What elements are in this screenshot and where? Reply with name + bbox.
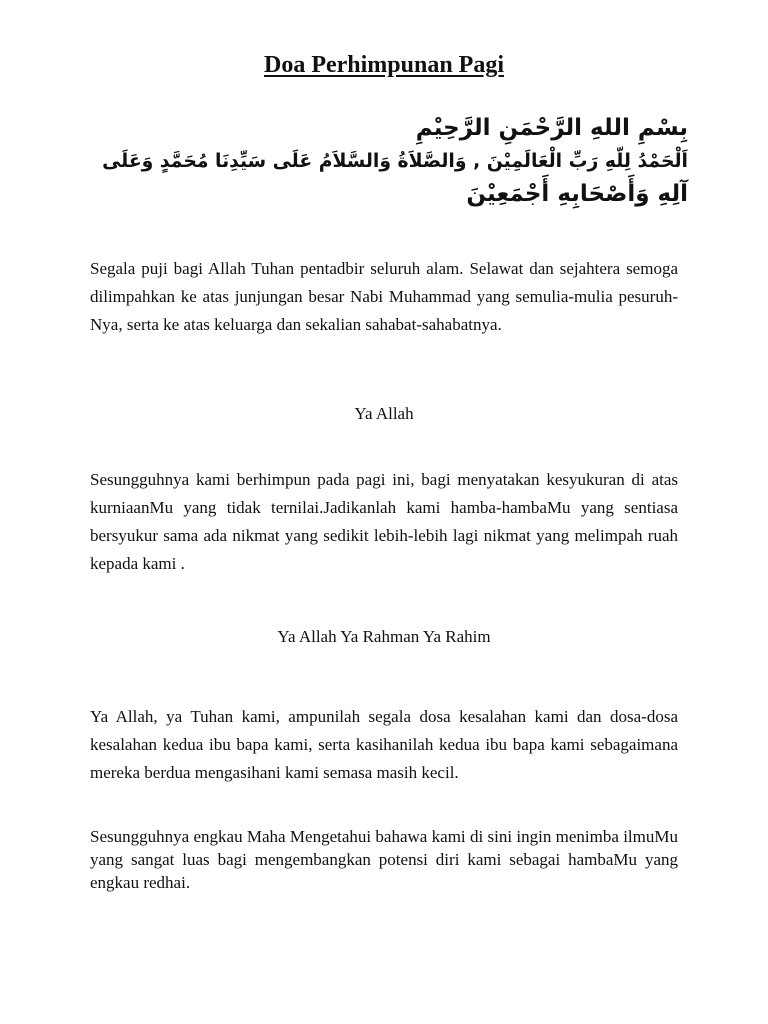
paragraph-forgiveness: Ya Allah, ya Tuhan kami, ampunilah segala dosa kesalahan kami dan dosa-dosa kesalahan kedua ibu bapa kami, serta kasihanilah kedua ibu bapa kami sebagaimana mereka berdua mengasihani kami semasa masih kecil. bbox=[90, 707, 678, 782]
page-title: Doa Perhimpunan Pagi bbox=[263, 52, 505, 78]
paragraph-gratitude: Sesungguhnya kami berhimpun pada pagi ini, bagi menyatakan kesyukuran di atas kurniaanMu yang tidak ternilai.Jadikanlah kami hamba-hambaMu yang sentiasa bersyukur sama ada nikmat yang sedikit lebih-lebih lagi nikmat yang melimpah ruah kepada kami . bbox=[90, 470, 678, 573]
paragraph-praise: Segala puji bagi Allah Tuhan pentadbir seluruh alam. Selawat dan sejahtera semoga dilimpahkan ke atas junjungan besar Nabi Muhammad yang semulia-mulia pesuruh-Nya, serta ke atas keluarga dan sekalian sahabat-sahabatnya. bbox=[90, 259, 678, 334]
arabic-line-companions: آلِهِ وَأَصْحَابِهِ أَجْمَعِيْنَ bbox=[466, 181, 688, 207]
arabic-opening-prayer bbox=[90, 112, 688, 211]
arabic-line-praise: اَلْحَمْدُ لِلّهِ رَبِّ الْعَالَمِيْنَ , وَالصَّلاَةُ وَالسَّلاَمُ عَلَى سَيِّدِنَا مُحَمَّدٍ وَعَلَى bbox=[102, 151, 688, 172]
heading-ya-rahman: Ya Allah Ya Rahman Ya Rahim bbox=[277, 627, 491, 646]
arabic-line-basmala: بِسْمِ اللهِ الرَّحْمَنِ الرَّحِيْمِ bbox=[415, 115, 688, 141]
heading-ya-allah: Ya Allah bbox=[354, 404, 414, 423]
paragraph-knowledge: Sesungguhnya engkau Maha Mengetahui bahawa kami di sini ingin menimba ilmuMu yang sangat luas bagi mengembangkan potensi diri kami sebagai hambaMu yang engkau redhai. bbox=[90, 827, 678, 892]
